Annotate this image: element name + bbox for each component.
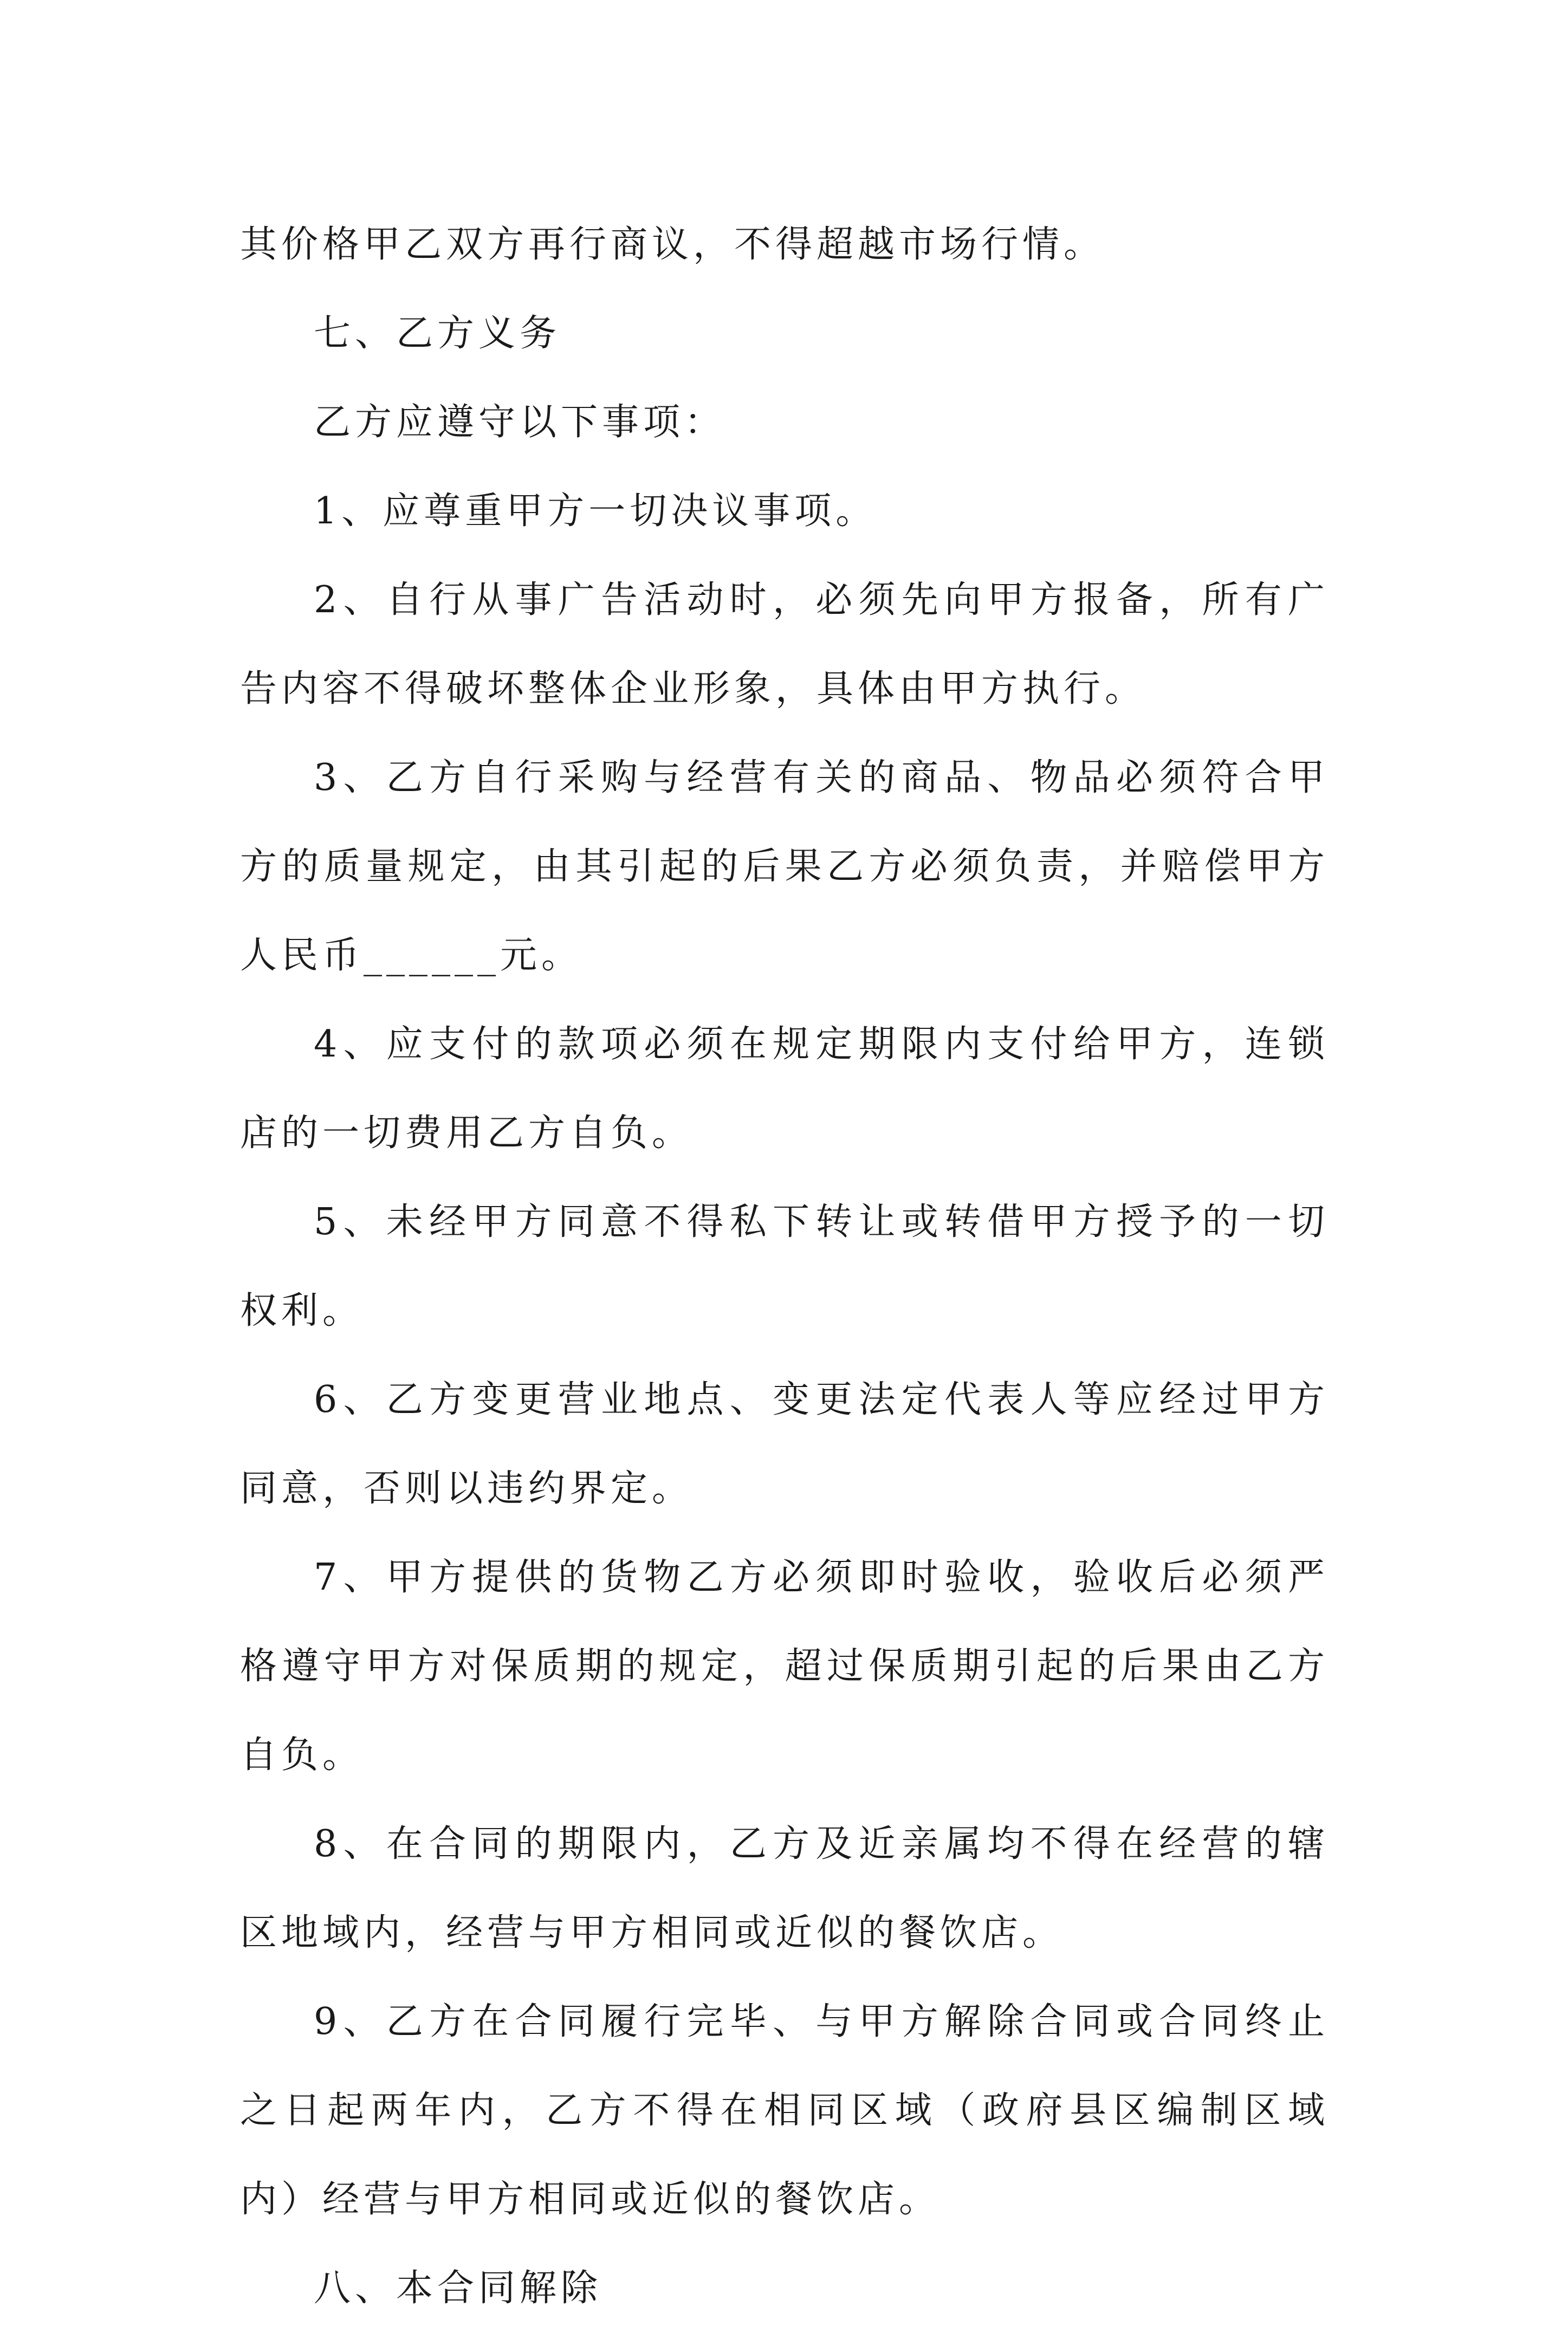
- clause-5: 5、未经甲方同意不得私下转让或转借甲方授予的一切权利。: [240, 1201, 1329, 1332]
- paragraph-price-negotiation: 其价格甲乙双方再行商议，不得超越市场行情。: [240, 223, 1105, 266]
- clause-7: 7、甲方提供的货物乙方必须即时验收，验收后必须严格遵守甲方对保质期的规定，超过保质期引起的后果由乙方自负。: [240, 1556, 1329, 1777]
- paragraph-intro-obligations: 乙方应遵守以下事项：: [314, 401, 726, 444]
- section-heading-contract-termination: 八、本合同解除: [314, 2267, 602, 2310]
- clause-2: 2、自行从事广告活动时，必须先向甲方报备，所有广告内容不得破坏整体企业形象，具体由甲方执行。: [240, 579, 1329, 710]
- clause-9: 9、乙方在合同履行完毕、与甲方解除合同或合同终止之日起两年内，乙方不得在相同区域（政府县区编制区域内）经营与甲方相同或近似的餐饮店。: [240, 2000, 1329, 2221]
- clause-8: 8、在合同的期限内，乙方及近亲属均不得在经营的辖区地域内，经营与甲方相同或近似的餐饮店。: [240, 1823, 1329, 1954]
- document-body: [240, 200, 1329, 2333]
- clause-3: 3、乙方自行采购与经营有关的商品、物品必须符合甲方的质量规定，由其引起的后果乙方必须负责，并赔偿甲方人民币______元。: [240, 756, 1329, 977]
- clause-1: 1、应尊重甲方一切决议事项。: [314, 490, 877, 533]
- clause-6: 6、乙方变更营业地点、变更法定代表人等应经过甲方同意，否则以违约界定。: [240, 1378, 1329, 1510]
- section-heading-party-b-obligations: 七、乙方义务: [314, 312, 561, 355]
- clause-4: 4、应支付的款项必须在规定期限内支付给甲方，连锁店的一切费用乙方自负。: [240, 1023, 1329, 1155]
